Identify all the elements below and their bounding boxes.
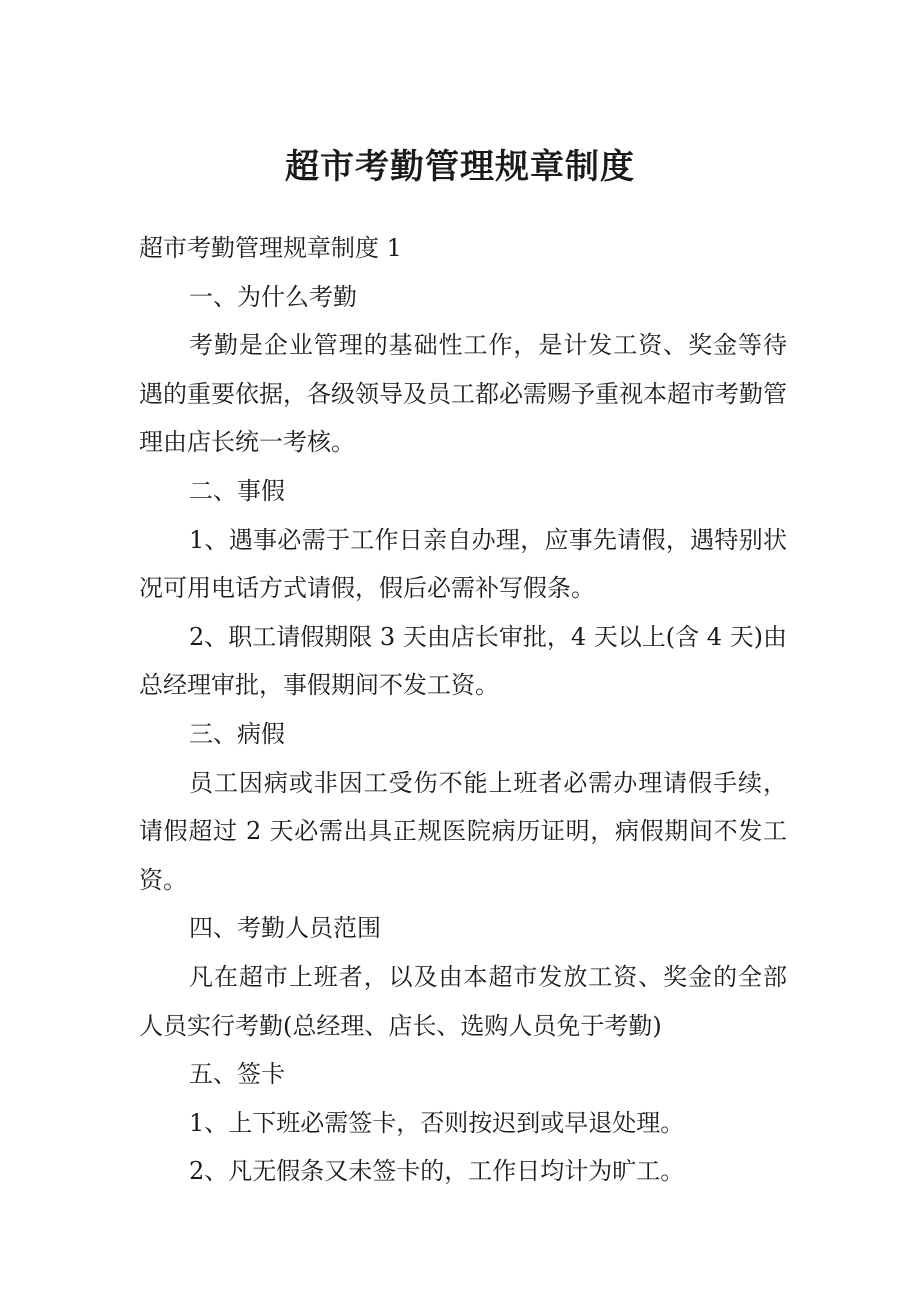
heading-sick-leave: 三、病假 xyxy=(189,719,285,748)
paragraph-sign-in-2: 2、凡无假条又未签卡的，工作日均计为旷工。 xyxy=(189,1157,685,1186)
paragraph-personal-leave-2: 2、职工请假期限 3 天由店长审批，4 天以上(含 4 天)由总经理审批，事假期间不发工资。 xyxy=(139,622,787,700)
paragraph-attendance-scope: 凡在超市上班者，以及由本超市发放工资、奖金的全部人员实行考勤(总经理、店长、选购人员免于考勤) xyxy=(139,962,787,1040)
document-body xyxy=(139,224,787,1196)
section-subtitle: 超市考勤管理规章制度 1 xyxy=(139,234,402,262)
paragraph-attendance-basis: 考勤是企业管理的基础性工作，是计发工资、奖金等待遇的重要依据，各级领导及员工都必需赐予重视本超市考勤管理由店长统一考核。 xyxy=(139,331,787,457)
paragraph-personal-leave-1: 1、遇事必需于工作日亲自办理，应事先请假，遇特别状况可用电话方式请假，假后必需补写假条。 xyxy=(139,525,787,603)
heading-sign-in: 五、签卡 xyxy=(189,1060,285,1089)
heading-why-attendance: 一、为什么考勤 xyxy=(189,282,357,311)
paragraph-sick-leave: 员工因病或非因工受伤不能上班者必需办理请假手续，请假超过 2 天必需出具正规医院病历证明，病假期间不发工资。 xyxy=(139,768,787,894)
heading-attendance-scope: 四、考勤人员范围 xyxy=(189,914,381,943)
paragraph-sign-in-1: 1、上下班必需签卡，否则按迟到或早退处理。 xyxy=(189,1108,685,1137)
page-title: 超市考勤管理规章制度 xyxy=(285,147,635,187)
heading-personal-leave: 二、事假 xyxy=(189,476,285,505)
